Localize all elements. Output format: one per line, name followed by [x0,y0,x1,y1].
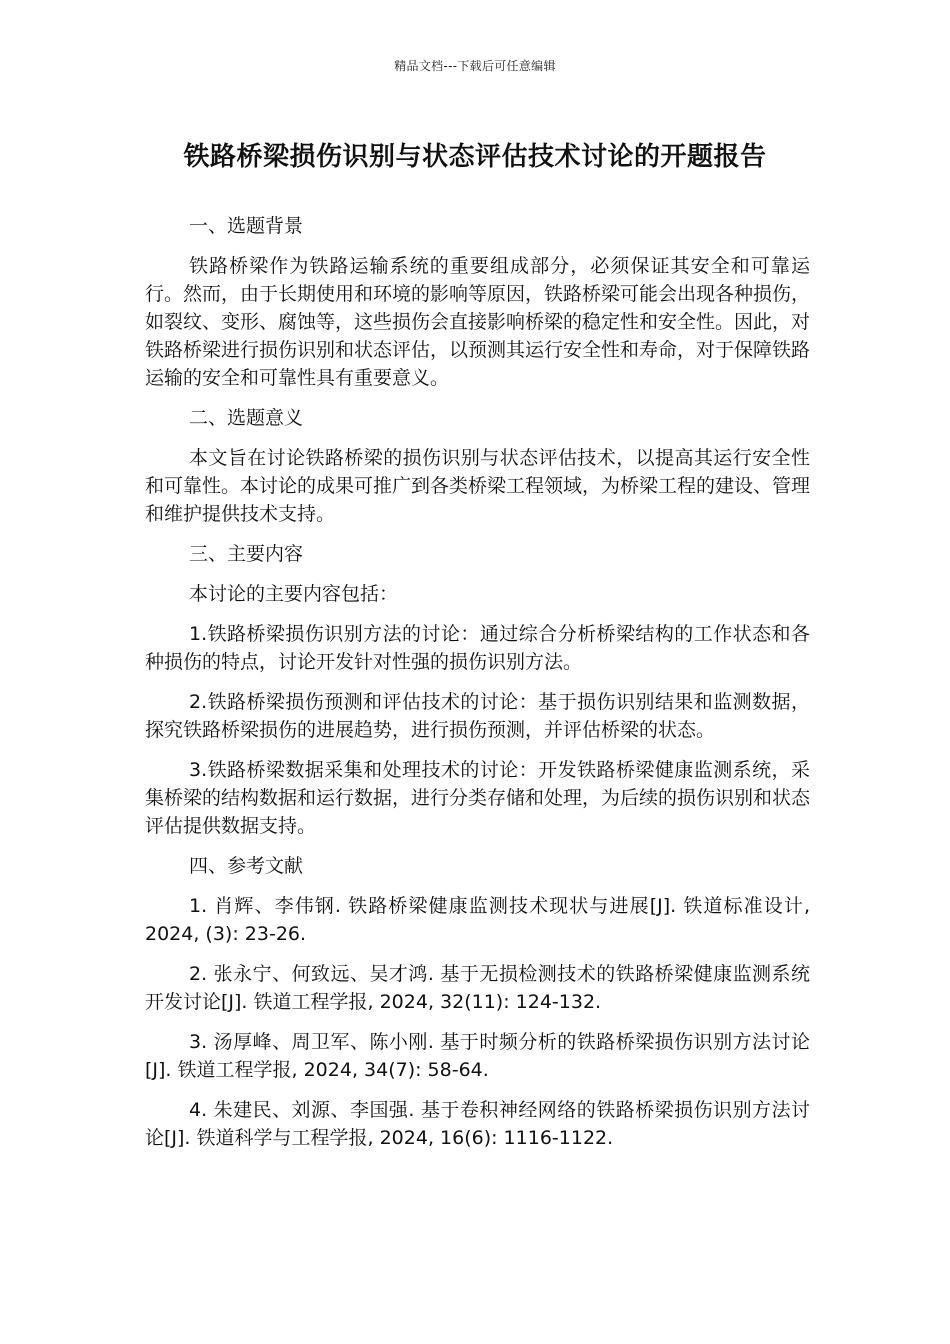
reference-item: 4. 朱建民、刘源、李国强. 基于卷积神经网络的铁路桥梁损伤识别方法讨论[J]. 铁道科学与工程学报, 2024, 16(6): 1116-1122. [145,1099,810,1149]
paragraph-background: 铁路桥梁作为铁路运输系统的重要组成部分，必须保证其安全和可靠运行。然而，由于长期使用和环境的影响等原因，铁路桥梁可能会出现各种损伤，如裂纹、变形、腐蚀等，这些损伤会直接影响桥梁的稳定性和安全性。因此，对铁路桥梁进行损伤识别和状态评估，以预测其运行安全性和寿命，对于保障铁路运输的安全和可靠性具有重要意义。 [145,255,811,389]
section-heading-content: 三、主要内容 [189,543,304,565]
document-body [145,212,810,1164]
content-item: 1.铁路桥梁损伤识别方法的讨论：通过综合分析桥梁结构的工作状态和各种损伤的特点，讨论开发针对性强的损伤识别方法。 [145,623,810,673]
reference-item: 1. 肖辉、李伟钢. 铁路桥梁健康监测技术现状与进展[J]. 铁道标准设计, 2024, (3): 23-26. [145,895,810,945]
section-heading-references: 四、参考文献 [189,855,304,877]
paragraph-significance: 本文旨在讨论铁路桥梁的损伤识别与状态评估技术，以提高其运行安全性和可靠性。本讨论的成果可推广到各类桥梁工程领域，为桥梁工程的建设、管理和维护提供技术支持。 [145,447,811,525]
reference-item: 2. 张永宁、何致远、吴才鸿. 基于无损检测技术的铁路桥梁健康监测系统开发讨论[J]. 铁道工程学报, 2024, 32(11): 124-132. [145,963,810,1013]
section-heading-significance: 二、选题意义 [189,407,304,429]
section-heading-background: 一、选题背景 [189,215,304,237]
header-note: 精品文档---下载后可任意编辑 [394,59,556,73]
document-title: 铁路桥梁损伤识别与状态评估技术讨论的开题报告 [183,142,767,172]
reference-item: 3. 汤厚峰、周卫军、陈小刚. 基于时频分析的铁路桥梁损伤识别方法讨论[J]. 铁道工程学报, 2024, 34(7): 58-64. [145,1031,810,1081]
content-item: 2.铁路桥梁损伤预测和评估技术的讨论：基于损伤识别结果和监测数据，探究铁路桥梁损伤的进展趋势，进行损伤预测，并评估桥梁的状态。 [145,691,810,741]
content-item: 3.铁路桥梁数据采集和处理技术的讨论：开发铁路桥梁健康监测系统，采集桥梁的结构数据和运行数据，进行分类存储和处理，为后续的损伤识别和状态评估提供数据支持。 [145,759,811,837]
paragraph-content-intro: 本讨论的主要内容包括： [189,583,399,605]
